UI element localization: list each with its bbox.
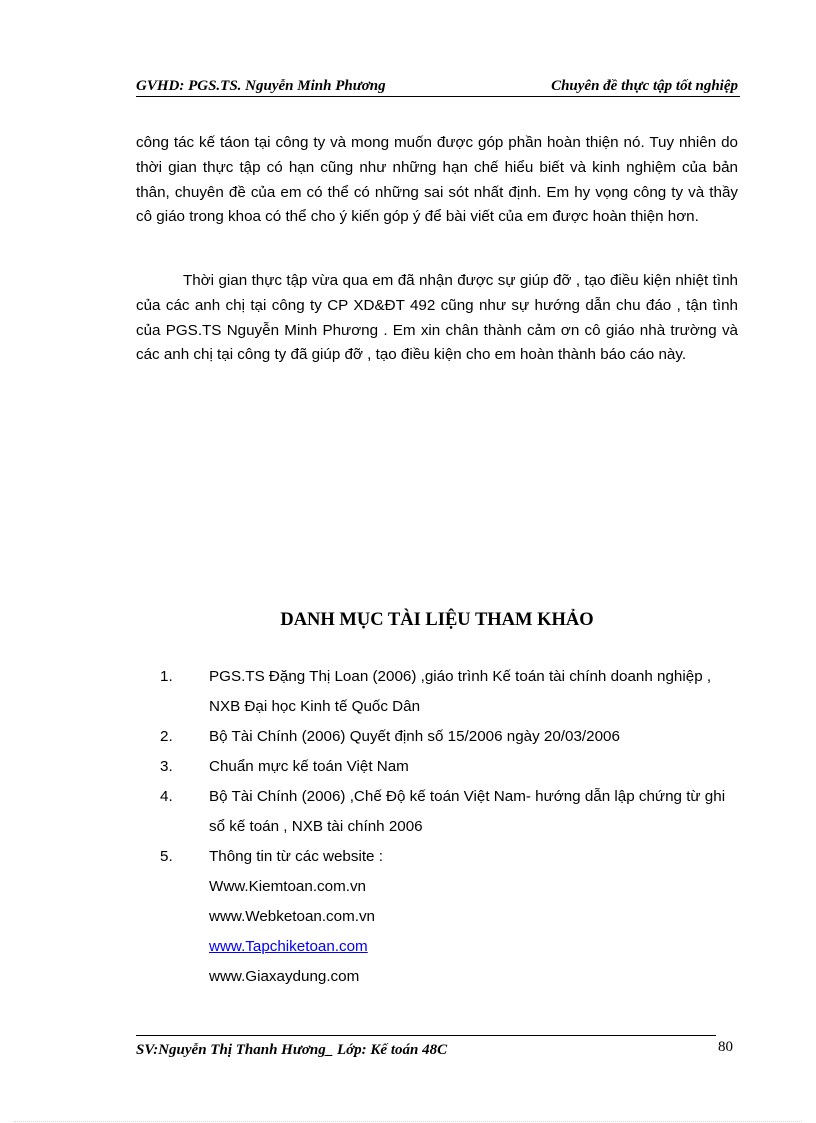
reference-number: 2. xyxy=(160,728,173,745)
references-heading: DANH MỤC TÀI LIỆU THAM KHẢO xyxy=(280,610,594,630)
reference-number: 1. xyxy=(160,668,173,685)
header-supervisor: GVHD: PGS.TS. Nguyễn Minh Phương xyxy=(136,78,386,94)
website-webketoan: www.Webketoan.com.vn xyxy=(209,908,376,925)
paragraph-1: công tác kế táon tại công ty và mong muốn được góp phần hoàn thiện nó. Tuy nhiên do thời gian thực tập có hạn cũng như những hạn chế hiểu biết và kinh nghiệm của bản thân, chuyên đề của em có thể có những sai sót nhất định. Em hy vọng công ty và thầy cô giáo trong khoa có thể cho ý kiến góp ý để bài viết của em được hoàn thiện hơn. xyxy=(136,134,738,226)
website-tapchiketoan-link[interactable]: www.Tapchiketoan.com xyxy=(209,938,368,955)
reference-item xyxy=(160,752,742,782)
reference-text: Bộ Tài Chính (2006) Quyết định số 15/2006 ngày 20/03/2006 xyxy=(209,728,620,745)
reference-text: Bộ Tài Chính (2006) ,Chế Độ kế toán Việt Nam- hướng dẫn lập chứng từ ghi sổ kế toán , NXB tài chính 2006 xyxy=(209,788,726,835)
page-header xyxy=(136,76,740,97)
reference-number: 5. xyxy=(160,848,173,865)
paragraph-2: Thời gian thực tập vừa qua em đã nhận được sự giúp đỡ , tạo điều kiện nhiệt tình của các anh chị tại công ty CP XD&ĐT 492 cũng như sự hướng dẫn chu đáo , tận tình của PGS.TS Nguyễn Minh Phương . Em xin chân thành cảm ơn cô giáo nhà trường và các anh chị tại công ty đã giúp đỡ , tạo điều kiện cho em hoàn thành báo cáo này. xyxy=(136,272,738,364)
reference-item xyxy=(160,722,742,752)
reference-item xyxy=(160,662,742,722)
reference-item xyxy=(160,782,742,842)
reference-text: Chuẩn mực kế toán Việt Nam xyxy=(209,758,409,775)
reference-text: Thông tin từ các website : xyxy=(209,848,383,865)
reference-number: 4. xyxy=(160,788,173,805)
website-giaxaydung: www.Giaxaydung.com xyxy=(209,968,360,985)
reference-number: 3. xyxy=(160,758,173,775)
page-bottom-border xyxy=(14,1121,802,1122)
reference-text: PGS.TS Đặng Thị Loan (2006) ,giáo trình Kế toán tài chính doanh nghiệp , NXB Đại học Kinh tế Quốc Dân xyxy=(209,668,712,715)
footer-student-info: SV:Nguyễn Thị Thanh Hương_ Lớp: Kế toán 48C xyxy=(136,1042,448,1058)
references-list xyxy=(160,662,742,992)
page-number: 80 xyxy=(718,1039,733,1055)
header-report-title: Chuyên đề thực tập tốt nghiệp xyxy=(551,78,738,94)
reference-item xyxy=(160,842,742,992)
footer-rule xyxy=(136,1035,716,1036)
website-kiemtoan: Www.Kiemtoan.com.vn xyxy=(209,878,366,895)
